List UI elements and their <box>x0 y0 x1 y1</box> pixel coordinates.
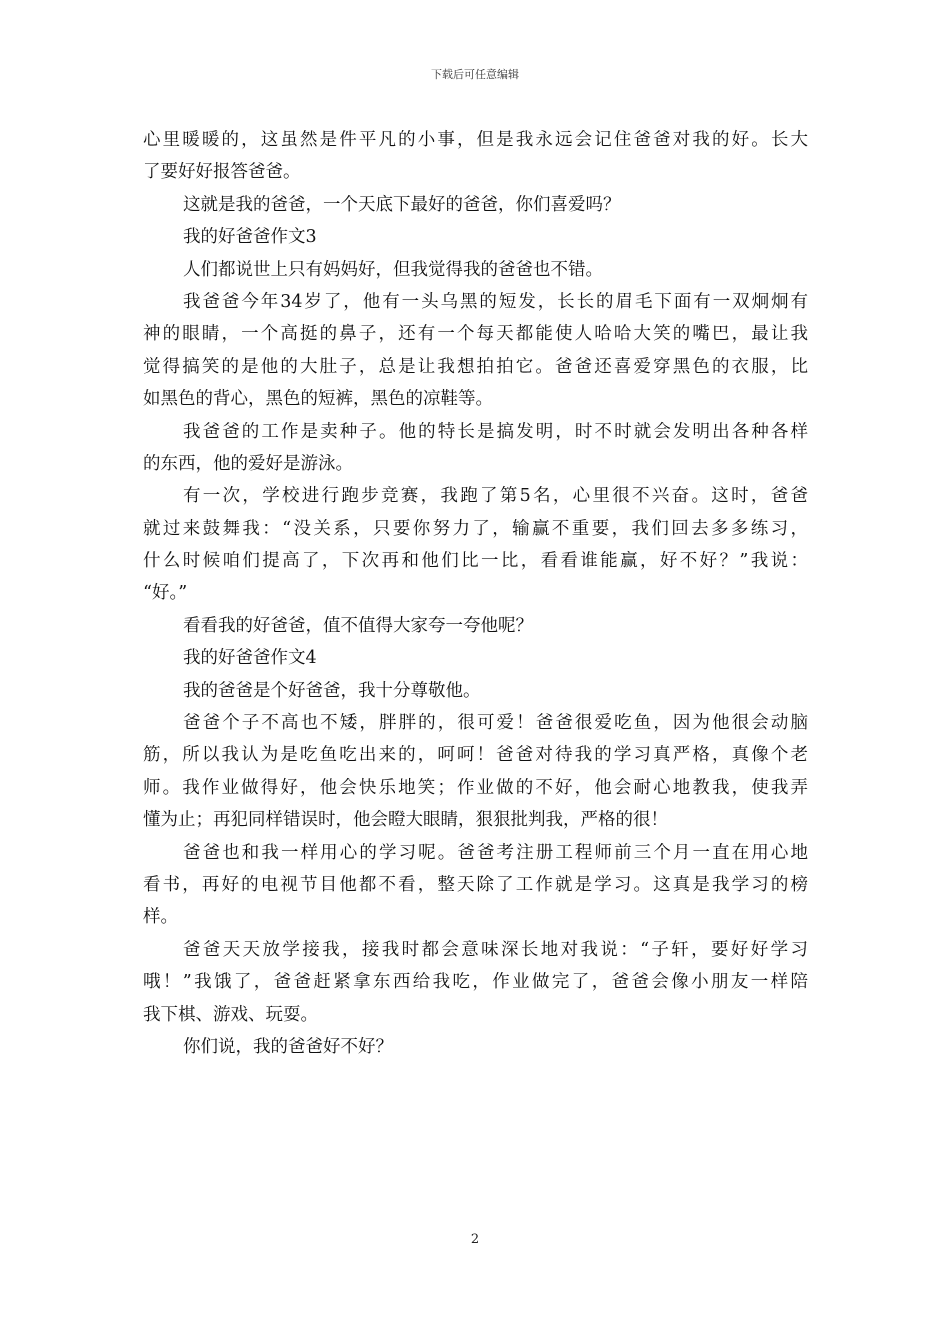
text-line: 筋，所以我认为是吃鱼吃出来的，呵呵！爸爸对待我的学习真严格，真像个老 <box>143 745 808 766</box>
text-line: 哦！”我饿了，爸爸赶紧拿东西给我吃，作业做完了，爸爸会像小朋友一样陪 <box>143 972 808 993</box>
text-line: 样。 <box>143 907 178 928</box>
text-line: 神的眼睛，一个高挺的鼻子，还有一个每天都能使人哈哈大笑的嘴巴，最让我 <box>143 324 808 345</box>
text-line: 我的好爸爸作文4 <box>183 648 317 669</box>
page-number: 2 <box>470 1232 480 1247</box>
text-line: 我的好爸爸作文3 <box>183 227 317 248</box>
document-body <box>143 124 808 1063</box>
text-line: 人们都说世上只有妈妈好，但我觉得我的爸爸也不错。 <box>183 259 603 280</box>
text-line: 爸爸天天放学接我，接我时都会意味深长地对我说：“子轩，要好好学习 <box>183 939 808 960</box>
text-line: 懂为止；再犯同样错误时，他会瞪大眼睛，狠狠批判我，严格的很！ <box>143 810 668 831</box>
text-line: 我的爸爸是个好爸爸，我十分尊敬他。 <box>183 680 481 701</box>
text-line: 看看我的好爸爸，值不值得大家夸一夸他呢？ <box>183 615 533 636</box>
text-line: 了要好好报答爸爸。 <box>143 162 301 183</box>
text-line: 这就是我的爸爸，一个天底下最好的爸爸，你们喜爱吗？ <box>183 194 621 215</box>
text-line: 有一次，学校进行跑步竞赛，我跑了第5名，心里很不兴奋。这时，爸爸 <box>183 486 808 507</box>
page-header: 下载后可任意编辑 <box>431 68 519 81</box>
text-line: 心里暖暖的，这虽然是件平凡的小事，但是我永远会记住爸爸对我的好。长大 <box>143 130 808 150</box>
text-line: 我下棋、游戏、玩耍。 <box>143 1004 318 1025</box>
text-line: 什么时候咱们提高了，下次再和他们比一比，看看谁能赢，好不好？”我说： <box>143 551 808 572</box>
text-line: 爸爸也和我一样用心的学习呢。爸爸考注册工程师前三个月一直在用心地 <box>183 842 808 863</box>
text-line: 就过来鼓舞我：“没关系，只要你努力了，输赢不重要，我们回去多多练习， <box>143 518 808 539</box>
text-line: 我爸爸今年34岁了，他有一头乌黑的短发，长长的眉毛下面有一双炯炯有 <box>183 291 808 312</box>
text-line: 看书，再好的电视节目他都不看，整天除了工作就是学习。这真是我学习的榜 <box>143 874 808 895</box>
text-line: 我爸爸的工作是卖种子。他的特长是搞发明，时不时就会发明出各种各样 <box>183 421 808 442</box>
text-line: 你们说，我的爸爸好不好？ <box>183 1036 393 1057</box>
text-line: 如黑色的背心，黑色的短裤，黑色的凉鞋等。 <box>143 389 493 410</box>
text-line: 的东西，他的爱好是游泳。 <box>143 453 353 474</box>
text-line: 师。我作业做得好，他会快乐地笑；作业做的不好，他会耐心地教我，使我弄 <box>143 777 808 798</box>
text-line: 爸爸个子不高也不矮，胖胖的，很可爱！爸爸很爱吃鱼，因为他很会动脑 <box>183 713 808 734</box>
text-line: “好。” <box>143 583 188 604</box>
text-line: 觉得搞笑的是他的大肚子，总是让我想拍拍它。爸爸还喜爱穿黑色的衣服，比 <box>143 356 808 377</box>
